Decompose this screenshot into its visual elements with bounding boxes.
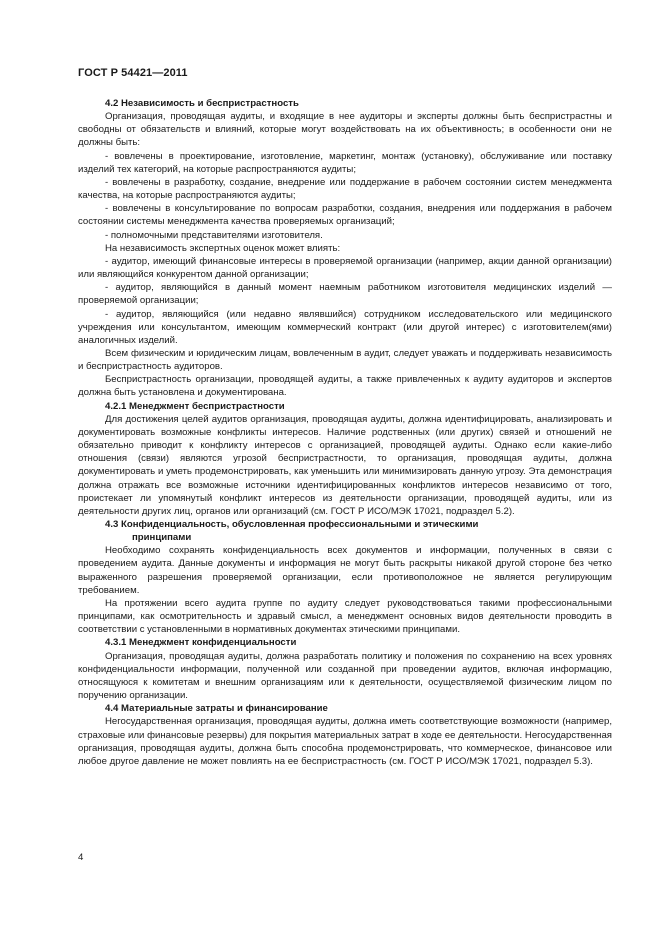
standard-code-header: ГОСТ Р 54421—2011	[78, 67, 188, 79]
list-item: - аудитор, являющийся (или недавно являвшийся) сотрудником исследовательского или медицинского учреждения или консультантом, имеющим коммерческий контракт (или другой интерес) с изготовителем(ями) аналогичных изделий.	[78, 308, 612, 346]
paragraph: Организация, проводящая аудиты, должна разработать политику и положения по сохранению на всех уровнях конфиденциальности информации, полученной или созданной при проведении аудитов, включая информацию, относящуюся к комитетам и внешним организациям или к деятельности, осуществляемой физическим лицом по поручению организации.	[78, 650, 612, 702]
paragraph: Для достижения целей аудитов организация, проводящая аудиты, должна идентифицировать, анализировать и документировать возможные конфликты интересов. Наличие родственных (или других) связей и отношений не обязательно приводит к конфликту интересов с организацией, проводящей аудиты. Однако если какие-либо отношения (связи) являются угрозой беспристрастности, то организация, проводящая аудиты, должна документировать и уметь продемонстрировать, как уменьшить или минимизировать данную угрозу. Эта демонстрация должна отражать все возможные источники идентифицированных конфликтов интересов независимо от того, проистекает ли упомянутый конфликт интересов из деятельности организации, проводящей аудиты, или из деятельности других лиц, органов или организаций (см. ГОСТ Р ИСО/МЭК 17021, подраздел 5.2).	[78, 413, 612, 517]
list-item: - вовлечены в проектирование, изготовление, маркетинг, монтаж (установку), обслуживание или поставку изделий тех категорий, на которые распространяются аудиты;	[78, 150, 612, 175]
paragraph: Организация, проводящая аудиты, и входящие в нее аудиторы и эксперты должны быть беспристрастны и свободны от обязательств и влияний, которые могут воздействовать на их объективность; в особенности они не должны быть:	[78, 111, 612, 149]
list-item: - вовлечены в консультирование по вопросам разработки, создания, внедрения или поддержания в рабочем состоянии системы менеджмента качества проверяемых организаций;	[78, 203, 612, 228]
section-heading-4-3-line2: принципами	[132, 532, 192, 544]
list-item: - аудитор, имеющий финансовые интересы в проверяемой организации (например, акции данной организации) или являющийся конкурентом данной организации;	[78, 255, 612, 281]
paragraph: Необходимо сохранять конфиденциальность всех документов и информации, полученных в связи с проведением аудита. Данные документы и информация не могут быть раскрыты никакой другой стороне без четко выраженного разрешения проверяемой организации, если противоположное не является регулирующим требованием.	[78, 545, 612, 596]
section-heading-4-3-line1: 4.3 Конфиденциальность, обусловленная профессиональными и этическими	[105, 519, 479, 530]
list-item: - полномочными представителями изготовителя.	[105, 229, 323, 241]
section-heading-4-3-1: 4.3.1 Менеджмент конфиденциальности	[105, 637, 297, 649]
section-heading-4-4: 4.4 Материальные затраты и финансирование	[105, 703, 328, 715]
paragraph: Всем физическим и юридическим лицам, вовлеченным в аудит, следует уважать и поддерживать независимость и беспристрастность аудиторов.	[78, 347, 612, 373]
document-body	[78, 97, 612, 768]
paragraph: Беспристрастность организации, проводящей аудиты, а также привлеченных к аудиту аудиторов и экспертов должна быть установлена и документирована.	[78, 374, 612, 399]
list-item: - аудитор, являющийся в данный момент наемным работником изготовителя медицинских изделий — проверяемой организации;	[78, 282, 612, 307]
paragraph: На протяжении всего аудита группе по аудиту следует руководствоваться такими профессиональными принципами, как осмотрительность и здравый смысл, а менеджмент основных видов деятельности проводить в соответствии с установленными в нормативных документах этическими принципами.	[78, 597, 612, 636]
paragraph: Негосударственная организация, проводящая аудиты, должна иметь соответствующие возможности (например, страховые или финансовые резервы) для покрытия материальных затрат в ходе ее деятельности. Негосударственная организация, проводящая аудиты, должна быть способна продемонстрировать, что коммерческое, финансовое или любое другое давление не может повлиять на ее беспристрастность (см. ГОСТ Р ИСО/МЭК 17021, подраздел 5.3).	[78, 716, 612, 767]
list-item: - вовлечены в разработку, создание, внедрение или поддержание в рабочем состоянии систем менеджмента качества, на которые распространяются аудиты;	[78, 176, 612, 202]
section-heading-4-2: 4.2 Независимость и беспристрастность	[105, 98, 299, 109]
section-heading-4-2-1: 4.2.1 Менеджмент беспристрастности	[105, 400, 285, 412]
paragraph: На независимость экспертных оценок может влиять:	[105, 242, 341, 254]
section-heading-4-3	[78, 518, 612, 544]
page-number: 4	[78, 852, 84, 863]
